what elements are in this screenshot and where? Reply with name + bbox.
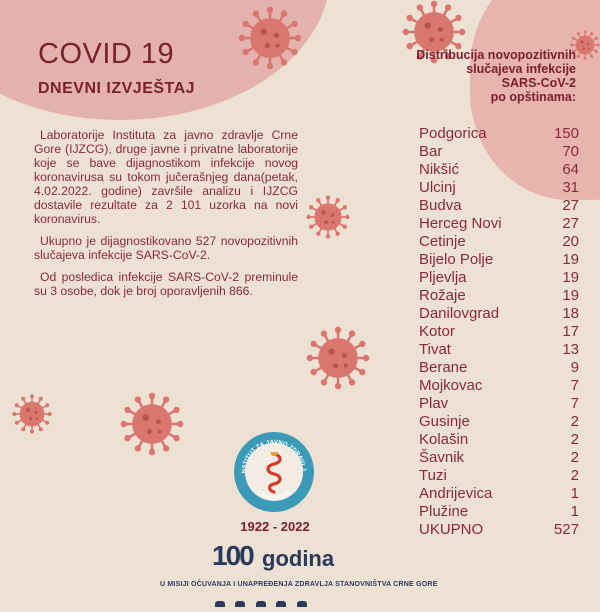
anniversary-hundred: 100 bbox=[212, 540, 253, 571]
anniversary-godina: godina bbox=[262, 546, 335, 571]
municipality-row bbox=[419, 503, 579, 521]
municipality-row bbox=[419, 161, 579, 179]
coronavirus-icon bbox=[238, 6, 302, 70]
municipality-name: Tivat bbox=[419, 341, 451, 358]
municipality-name: Kolašin bbox=[419, 431, 469, 448]
municipality-count: 150 bbox=[553, 125, 579, 142]
municipality-name: Plav bbox=[419, 395, 449, 412]
municipality-row bbox=[419, 413, 579, 431]
municipality-count: 527 bbox=[553, 521, 579, 538]
report-paragraph: Ukupno je dijagnostikovano 527 novopozitivnih slučajeva infekcije SARS-CoV-2. bbox=[34, 234, 298, 262]
municipality-count: 7 bbox=[570, 395, 579, 412]
municipality-list bbox=[419, 125, 579, 539]
logo-ring-top: NSTITUT ZA JAVNO ZDRAVLJ bbox=[240, 438, 308, 474]
twitter-icon[interactable] bbox=[235, 601, 245, 607]
municipality-count: 20 bbox=[562, 233, 579, 250]
municipality-row bbox=[419, 395, 579, 413]
municipality-count: 13 bbox=[562, 341, 579, 358]
municipality-count: 1 bbox=[570, 485, 579, 502]
page-title: COVID 19 bbox=[38, 38, 175, 70]
web-icon[interactable] bbox=[297, 601, 307, 607]
municipality-row bbox=[419, 215, 579, 233]
municipality-row bbox=[419, 359, 579, 377]
municipality-row bbox=[419, 431, 579, 449]
total-row bbox=[419, 521, 579, 539]
municipality-name: Mojkovac bbox=[419, 377, 483, 394]
municipality-name: UKUPNO bbox=[419, 521, 484, 538]
report-paragraph: Laboratorije Instituta za javno zdravlje Crne Gore (IJZCG), druge javne i privatne laboratorije koje se bave dijagnostikom infekcije novog koronavirusa su tokom jučerašnjeg dana(petak, 4.02.2022. godine) završile analizu i IJZCG dostavile rezultate za 2 101 uzorka na novi koronavirus. bbox=[34, 128, 298, 226]
municipality-count: 17 bbox=[562, 323, 579, 340]
municipality-count: 1 bbox=[570, 503, 579, 520]
distribution-heading-line: slučajeva infekcije bbox=[466, 62, 576, 76]
coronavirus-icon bbox=[12, 394, 52, 434]
municipality-count: 70 bbox=[562, 143, 579, 160]
coronavirus-icon bbox=[306, 326, 370, 390]
municipality-name: Gusinje bbox=[419, 413, 470, 430]
municipality-name: Šavnik bbox=[419, 449, 465, 466]
municipality-count: 9 bbox=[570, 359, 579, 376]
municipality-name: Pljevlja bbox=[419, 269, 467, 286]
municipality-count: 2 bbox=[570, 467, 579, 484]
municipality-row bbox=[419, 377, 579, 395]
municipality-count: 19 bbox=[562, 269, 579, 286]
coronavirus-icon bbox=[120, 392, 184, 456]
municipality-name: Herceg Novi bbox=[419, 215, 502, 232]
municipality-row bbox=[419, 143, 579, 161]
municipality-name: Podgorica bbox=[419, 125, 487, 142]
logo-ring-bottom: CRNE GORE bbox=[255, 489, 293, 503]
report-paragraph: Od posledica infekcije SARS-CoV-2 preminule su 3 osobe, dok je broj oporavljenih 866. bbox=[34, 270, 298, 298]
municipality-count: 19 bbox=[562, 287, 579, 304]
municipality-count: 19 bbox=[562, 251, 579, 268]
municipality-count: 27 bbox=[562, 215, 579, 232]
municipality-name: Bijelo Polje bbox=[419, 251, 494, 268]
distribution-heading-line: po opštinama: bbox=[490, 90, 576, 104]
municipality-name: Bar bbox=[419, 143, 443, 160]
municipality-name: Rožaje bbox=[419, 287, 466, 304]
mission-statement: U MISIJI OČUVANJA I UNAPREĐENJA ZDRAVLJA STANOVNIŠTVA CRNE GORE bbox=[160, 581, 438, 588]
municipality-row bbox=[419, 197, 579, 215]
municipality-name: Plužine bbox=[419, 503, 469, 520]
report-text bbox=[34, 128, 298, 306]
municipality-row bbox=[419, 449, 579, 467]
municipality-row bbox=[419, 251, 579, 269]
social-icons[interactable] bbox=[215, 594, 345, 600]
distribution-heading bbox=[380, 48, 576, 104]
municipality-count: 2 bbox=[570, 413, 579, 430]
municipality-row bbox=[419, 269, 579, 287]
distribution-heading-line: Distribucija novopozitivnih bbox=[416, 48, 576, 62]
municipality-name: Cetinje bbox=[419, 233, 466, 250]
page-subtitle: DNEVNI IZVJEŠTAJ bbox=[38, 80, 196, 97]
municipality-name: Danilovgrad bbox=[419, 305, 500, 322]
anniversary-years: 1922 - 2022 bbox=[240, 519, 310, 534]
instagram-icon[interactable] bbox=[256, 601, 266, 607]
distribution-heading-line: SARS-CoV-2 bbox=[501, 76, 576, 90]
municipality-name: Budva bbox=[419, 197, 462, 214]
municipality-count: 18 bbox=[562, 305, 579, 322]
municipality-name: Nikšić bbox=[419, 161, 459, 178]
municipality-count: 2 bbox=[570, 449, 579, 466]
municipality-name: Kotor bbox=[419, 323, 455, 340]
municipality-row bbox=[419, 233, 579, 251]
municipality-row bbox=[419, 467, 579, 485]
municipality-count: 64 bbox=[562, 161, 579, 178]
municipality-row bbox=[419, 341, 579, 359]
municipality-row bbox=[419, 287, 579, 305]
coronavirus-icon bbox=[306, 195, 350, 239]
municipality-row bbox=[419, 305, 579, 323]
institute-logo-graphic bbox=[232, 430, 316, 514]
municipality-count: 27 bbox=[562, 197, 579, 214]
municipality-count: 7 bbox=[570, 377, 579, 394]
institute-logo bbox=[232, 430, 316, 514]
municipality-row bbox=[419, 323, 579, 341]
municipality-count: 31 bbox=[562, 179, 579, 196]
municipality-row bbox=[419, 125, 579, 143]
municipality-name: Berane bbox=[419, 359, 468, 376]
facebook-icon[interactable] bbox=[215, 601, 225, 607]
municipality-name: Andrijevica bbox=[419, 485, 493, 502]
municipality-count: 2 bbox=[570, 431, 579, 448]
municipality-row bbox=[419, 179, 579, 197]
youtube-icon[interactable] bbox=[276, 601, 286, 607]
municipality-name: Tuzi bbox=[419, 467, 447, 484]
municipality-row bbox=[419, 485, 579, 503]
municipality-name: Ulcinj bbox=[419, 179, 456, 196]
